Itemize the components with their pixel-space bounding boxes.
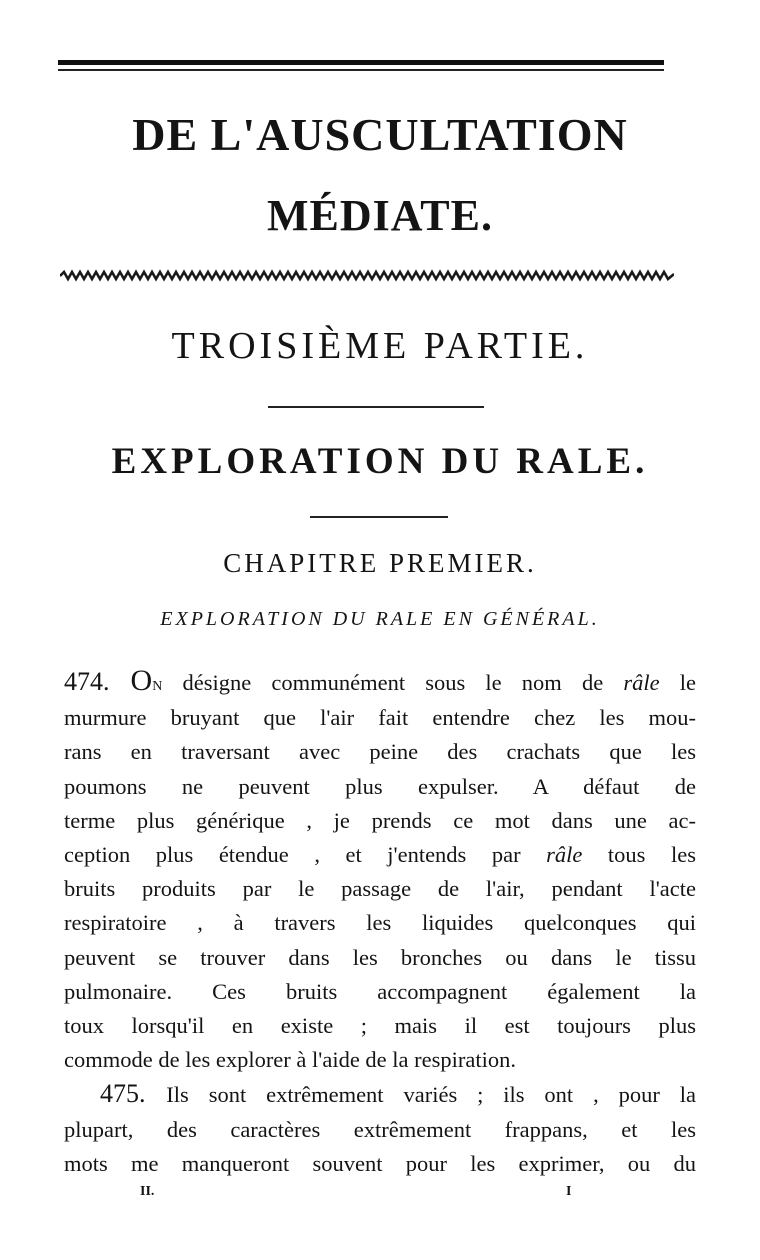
- text-segment: tous les: [582, 842, 696, 868]
- text-segment: terme plus générique , je prends ce mot dans une ac-: [64, 807, 696, 833]
- text-line: [64, 770, 696, 804]
- text-line: [64, 872, 696, 906]
- text-segment: commode de les explorer à l'aide de la respiration.: [64, 1047, 516, 1073]
- chapter-title: CHAPITRE PREMIER.: [223, 548, 537, 578]
- text-segment: ception plus étendue , et j'entends par: [64, 842, 547, 868]
- separator-rule-short: [310, 516, 448, 518]
- text-segment: respiratoire , à travers les liquides quelconques qui: [64, 910, 696, 936]
- body-text: [64, 664, 696, 1181]
- italic-term: râle: [623, 670, 660, 695]
- text-line: [64, 941, 696, 975]
- chapter-subtitle: EXPLORATION DU RALE EN GÉNÉRAL.: [160, 608, 600, 630]
- book-title-line1: DE L'AUSCULTATION: [132, 109, 628, 160]
- text-line: [64, 906, 696, 940]
- text-segment: rans en traversant avec peine des crachats que les: [64, 739, 696, 765]
- text-line: [64, 804, 696, 838]
- text-line: [64, 1077, 696, 1112]
- text-segment: le: [659, 670, 696, 695]
- text-line: [64, 701, 696, 735]
- text-line: [64, 1113, 696, 1147]
- small-caps-text: n: [152, 673, 163, 695]
- italic-term: râle: [546, 842, 583, 868]
- text-segment: Ils sont extrêmement variés ; ils ont , pour la: [166, 1082, 696, 1108]
- ornamental-wavy-rule: [60, 268, 674, 284]
- text-line: [64, 735, 696, 769]
- text-segment: mots me manqueront souvent pour les exprimer, ou du: [64, 1150, 696, 1176]
- section-title: EXPLORATION DU RALE.: [111, 441, 649, 482]
- paragraph-number: 474.: [64, 667, 131, 696]
- drop-cap: O: [130, 664, 153, 697]
- text-line: [64, 1147, 696, 1181]
- text-segment: désigne communément sous le nom de: [162, 670, 624, 695]
- text-segment: peuvent se trouver dans les bronches ou dans le tissu: [64, 944, 696, 970]
- text-line: [64, 664, 696, 701]
- book-title-line2: MÉDIATE.: [267, 191, 493, 240]
- text-segment: poumons ne peuvent plus expulser. A défaut de: [64, 773, 696, 799]
- text-line: [64, 838, 696, 872]
- signature-mark-left: II.: [140, 1184, 155, 1199]
- text-segment: pulmonaire. Ces bruits accompagnent également la: [64, 978, 696, 1004]
- paragraph-number: 475.: [100, 1079, 167, 1109]
- text-line: [64, 975, 696, 1009]
- text-line: [64, 1009, 696, 1043]
- text-segment: bruits produits par le passage de l'air, pendant l'acte: [64, 876, 696, 902]
- text-line: [64, 1043, 696, 1077]
- text-segment: toux lorsqu'il en existe ; mais il est toujours plus: [64, 1013, 696, 1039]
- signature-mark-right: I: [566, 1184, 572, 1199]
- text-segment: murmure bruyant que l'air fait entendre chez les mou-: [64, 705, 696, 731]
- separator-rule: [268, 406, 484, 408]
- top-double-rule: [58, 60, 664, 71]
- part-title: TROISIÈME PARTIE.: [171, 325, 589, 367]
- text-segment: plupart, des caractères extrêmement frappans, et les: [64, 1116, 696, 1142]
